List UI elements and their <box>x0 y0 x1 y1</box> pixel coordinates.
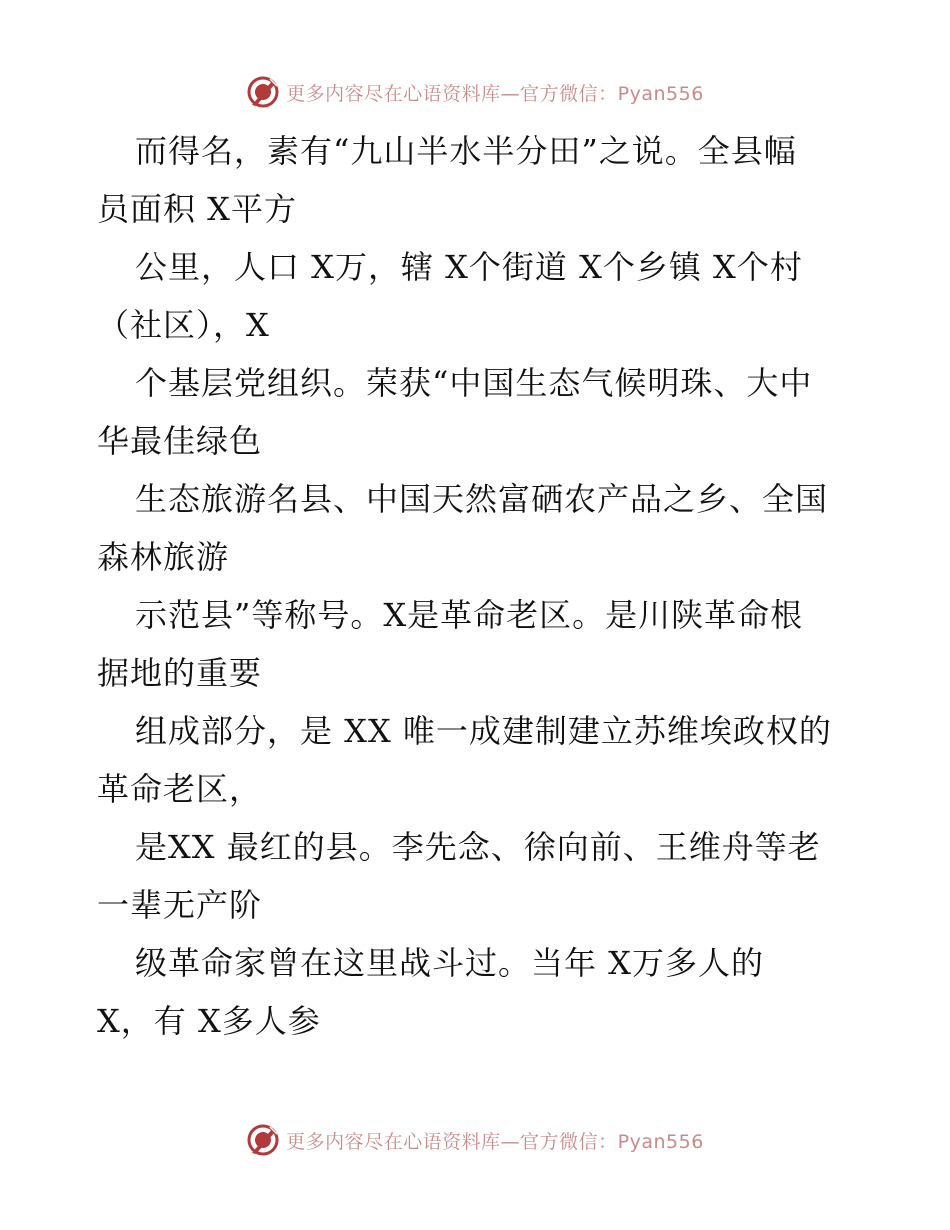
body-line: 而得名，素有“九山半水半分田”之说。全县幅 <box>135 132 797 170</box>
quill-seal-logo-icon <box>246 1123 280 1157</box>
header-banner-text: 更多内容尽在心语资料库—官方微信：Pyan556 <box>286 82 704 105</box>
body-line: 华最佳绿色 <box>97 422 263 460</box>
footer-banner <box>0 1120 950 1160</box>
body-line: X，有 X多人参 <box>97 1002 321 1040</box>
quill-seal-logo-icon <box>246 75 280 109</box>
document-body <box>97 122 857 1050</box>
body-line: 生态旅游名县、中国天然富硒农产品之乡、全国 <box>135 480 829 518</box>
body-line: 公里，人口 X万，辖 X个街道 X个乡镇 X个村 <box>135 248 803 286</box>
body-line: 级革命家曾在这里战斗过。当年 X万多人的 <box>135 944 764 982</box>
body-line: 是XX 最红的县。李先念、徐向前、王维舟等老 <box>135 828 821 866</box>
body-line: 革命老区， <box>97 770 263 808</box>
body-line: 员面积 X平方 <box>97 190 297 228</box>
footer-banner-text: 更多内容尽在心语资料库—官方微信：Pyan556 <box>286 1130 704 1153</box>
body-line: 示范县”等称号。X是革命老区。是川陕革命根 <box>135 596 804 634</box>
body-line: 森林旅游 <box>97 538 230 576</box>
body-line: 组成部分，是 XX 唯一成建制建立苏维埃政权的 <box>135 712 832 750</box>
body-line: 一辈无产阶 <box>97 886 263 924</box>
body-line: 个基层党组织。荣获“中国生态气候明珠、大中 <box>135 364 813 402</box>
header-banner <box>0 72 950 112</box>
body-line: （社区），X <box>97 306 270 344</box>
body-line: 据地的重要 <box>97 654 263 692</box>
